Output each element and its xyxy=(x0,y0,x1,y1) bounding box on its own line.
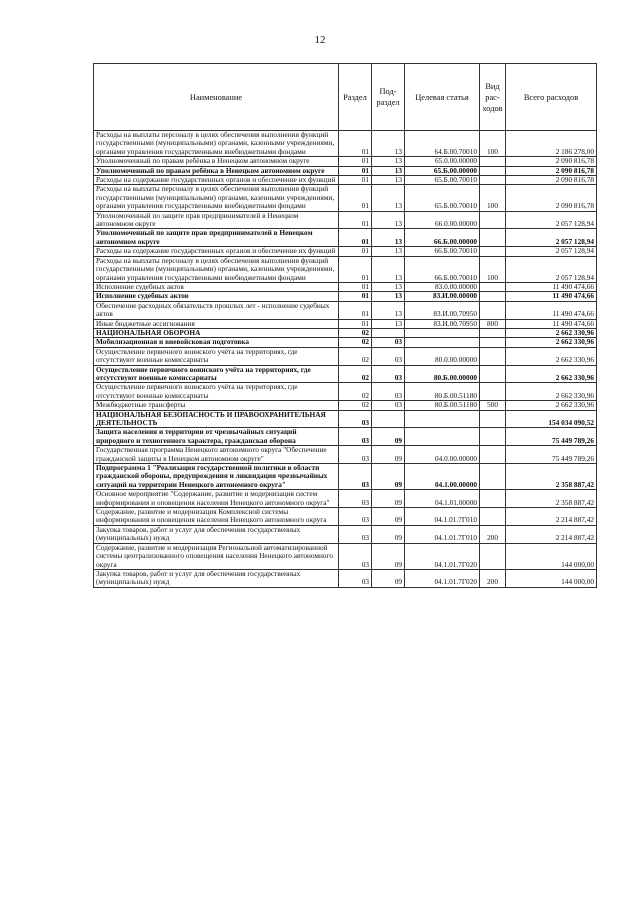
cell-exp-type xyxy=(480,543,506,569)
cell-total: 144 000,00 xyxy=(506,543,597,569)
cell-target: 66.Б.00.00000 xyxy=(405,229,480,247)
cell-subsection: 09 xyxy=(372,569,405,587)
cell-name: Осуществление первичного воинского учёта на территориях, где отсутствуют военные комиссариаты xyxy=(94,365,339,383)
header-target: Целевая статья xyxy=(405,64,480,131)
cell-total: 2 057 128,94 xyxy=(506,247,597,256)
cell-target: 65.0.00.00000 xyxy=(405,157,480,166)
cell-total: 2 057 128,94 xyxy=(506,229,597,247)
cell-name: Мобилизационная и вневойсковая подготовка xyxy=(94,338,339,347)
cell-exp-type: 500 xyxy=(480,401,506,410)
cell-subsection xyxy=(372,328,405,337)
cell-name: Расходы на выплаты персоналу в целях обеспечения выполнения функций государственными (муниципальными) органами, казенными учреждениями, органами управления государственными внебюджетными фондами xyxy=(94,185,339,211)
cell-section: 01 xyxy=(339,131,372,157)
cell-name: Государственная программа Ненецкого автономного округа "Обеспечение гражданской защиты в Ненецком автономном округе" xyxy=(94,446,339,464)
cell-exp-type: 100 xyxy=(480,131,506,157)
cell-target: 80.Б.00.00000 xyxy=(405,365,480,383)
cell-name: Расходы на выплаты персоналу в целях обеспечения выполнения функций государственными (муниципальными) органами, казенными учреждениями, органами управления государственными внебюджетными фондами xyxy=(94,131,339,157)
cell-name: Расходы на содержание государственных органов и обеспечение их функций xyxy=(94,247,339,256)
cell-total: 2 662 330,96 xyxy=(506,347,597,365)
cell-section: 03 xyxy=(339,464,372,490)
cell-subsection: 03 xyxy=(372,383,405,401)
budget-table xyxy=(93,63,597,588)
cell-subsection: 09 xyxy=(372,490,405,508)
cell-section: 01 xyxy=(339,292,372,301)
cell-target: 65.Б.00.70010 xyxy=(405,176,480,185)
cell-target: 83.0.00.00000 xyxy=(405,282,480,291)
cell-name: Расходы на выплаты персоналу в целях обеспечения выполнения функций государственными (муниципальными) органами, казенными учреждениями, органами управления государственными внебюджетными фондами xyxy=(94,256,339,282)
cell-section: 01 xyxy=(339,211,372,229)
cell-subsection: 09 xyxy=(372,446,405,464)
cell-exp-type: 100 xyxy=(480,256,506,282)
cell-subsection: 13 xyxy=(372,256,405,282)
table-row xyxy=(94,211,597,229)
cell-subsection: 09 xyxy=(372,508,405,526)
cell-exp-type xyxy=(480,338,506,347)
cell-target: 80.0.00.00000 xyxy=(405,347,480,365)
cell-section: 03 xyxy=(339,508,372,526)
cell-section: 02 xyxy=(339,338,372,347)
table-row xyxy=(94,490,597,508)
cell-exp-type xyxy=(480,464,506,490)
cell-target: 80.Б.00.51180 xyxy=(405,401,480,410)
cell-total: 2 090 816,78 xyxy=(506,185,597,211)
cell-subsection: 09 xyxy=(372,525,405,543)
cell-target xyxy=(405,328,480,337)
cell-target: 66.Б.00.70010 xyxy=(405,247,480,256)
cell-total: 11 490 474,66 xyxy=(506,301,597,319)
table-row xyxy=(94,525,597,543)
cell-exp-type xyxy=(480,365,506,383)
cell-section: 01 xyxy=(339,282,372,291)
cell-exp-type xyxy=(480,508,506,526)
table-row xyxy=(94,543,597,569)
header-name: Наименование xyxy=(94,64,339,131)
cell-exp-type xyxy=(480,383,506,401)
cell-section: 01 xyxy=(339,166,372,175)
cell-section: 01 xyxy=(339,157,372,166)
cell-subsection: 13 xyxy=(372,292,405,301)
table-row xyxy=(94,569,597,587)
cell-total: 2 214 887,42 xyxy=(506,525,597,543)
cell-section: 01 xyxy=(339,319,372,328)
cell-exp-type xyxy=(480,292,506,301)
cell-total: 2 662 330,96 xyxy=(506,338,597,347)
table-row xyxy=(94,428,597,446)
cell-total: 2 090 816,78 xyxy=(506,166,597,175)
cell-subsection: 03 xyxy=(372,365,405,383)
cell-total: 2 662 330,96 xyxy=(506,401,597,410)
cell-subsection: 13 xyxy=(372,176,405,185)
cell-subsection: 13 xyxy=(372,247,405,256)
table-row xyxy=(94,282,597,291)
table-row xyxy=(94,176,597,185)
cell-target: 04.1.00.00000 xyxy=(405,464,480,490)
cell-name: Расходы на содержание государственных органов и обеспечение их функций xyxy=(94,176,339,185)
cell-exp-type xyxy=(480,157,506,166)
cell-name: Содержание, развитие и модернизация Региональной автоматизированной системы централизованного оповещения населения Ненецкого автономного округа xyxy=(94,543,339,569)
table-row xyxy=(94,301,597,319)
cell-total: 75 449 789,26 xyxy=(506,428,597,446)
cell-total: 2 090 816,78 xyxy=(506,176,597,185)
cell-subsection: 13 xyxy=(372,301,405,319)
cell-subsection: 03 xyxy=(372,401,405,410)
cell-subsection: 13 xyxy=(372,131,405,157)
cell-section: 01 xyxy=(339,176,372,185)
header-section: Раздел xyxy=(339,64,372,131)
cell-subsection: 13 xyxy=(372,282,405,291)
cell-target: 83.И.00.70950 xyxy=(405,319,480,328)
table-row xyxy=(94,319,597,328)
cell-exp-type xyxy=(480,347,506,365)
cell-target: 64.Б.00.70010 xyxy=(405,131,480,157)
cell-name: НАЦИОНАЛЬНАЯ ОБОРОНА xyxy=(94,328,339,337)
cell-total: 2 662 330,96 xyxy=(506,365,597,383)
cell-total: 2 358 887,42 xyxy=(506,464,597,490)
table-row xyxy=(94,464,597,490)
cell-name: Обеспечение расходных обязательств прошлых лет - исполнение судебных актов xyxy=(94,301,339,319)
cell-exp-type xyxy=(480,410,506,428)
page-number: 12 xyxy=(314,34,326,46)
table-row xyxy=(94,247,597,256)
cell-name: Иные бюджетные ассигнования xyxy=(94,319,339,328)
cell-section: 03 xyxy=(339,569,372,587)
cell-section: 03 xyxy=(339,428,372,446)
table-row xyxy=(94,410,597,428)
cell-subsection: 09 xyxy=(372,464,405,490)
cell-target: 83.И.00.70950 xyxy=(405,301,480,319)
cell-target: 80.Б.00.51180 xyxy=(405,383,480,401)
cell-section: 03 xyxy=(339,446,372,464)
cell-name: Основное мероприятие "Содержание, развитие и модернизация систем информирования и оповещения населения Ненецкого автономного округа" xyxy=(94,490,339,508)
cell-subsection: 03 xyxy=(372,347,405,365)
cell-name: Осуществление первичного воинского учёта на территориях, где отсутствуют военные комиссариаты xyxy=(94,347,339,365)
cell-section: 02 xyxy=(339,383,372,401)
cell-subsection: 13 xyxy=(372,166,405,175)
cell-section: 02 xyxy=(339,328,372,337)
table-row xyxy=(94,292,597,301)
cell-total: 11 490 474,66 xyxy=(506,282,597,291)
cell-total: 144 000,00 xyxy=(506,569,597,587)
cell-section: 01 xyxy=(339,229,372,247)
cell-target: 65.Б.00.00000 xyxy=(405,166,480,175)
cell-subsection: 13 xyxy=(372,157,405,166)
cell-name: Межбюджетные трансферты xyxy=(94,401,339,410)
cell-target: 83.И.00.00000 xyxy=(405,292,480,301)
table-row xyxy=(94,166,597,175)
cell-total: 2 186 278,00 xyxy=(506,131,597,157)
cell-exp-type: 200 xyxy=(480,569,506,587)
table-row xyxy=(94,508,597,526)
cell-exp-type xyxy=(480,229,506,247)
cell-total: 75 449 789,26 xyxy=(506,446,597,464)
cell-name: Уполномоченный по правам ребёнка в Ненецком автономном округе xyxy=(94,166,339,175)
cell-exp-type xyxy=(480,428,506,446)
cell-total: 154 034 090,52 xyxy=(506,410,597,428)
cell-name: Защита населения и территории от чрезвычайных ситуаций природного и техногенного характера, гражданская оборона xyxy=(94,428,339,446)
table-row xyxy=(94,347,597,365)
cell-target: 66.0.00.00000 xyxy=(405,211,480,229)
cell-target: 04.1.01.00000 xyxy=(405,490,480,508)
cell-total: 2 057 128,94 xyxy=(506,211,597,229)
table-row xyxy=(94,338,597,347)
cell-target xyxy=(405,428,480,446)
cell-subsection: 13 xyxy=(372,185,405,211)
header-exp-type: Вид рас- ходов xyxy=(480,64,506,131)
cell-total: 2 214 887,42 xyxy=(506,508,597,526)
cell-section: 02 xyxy=(339,365,372,383)
table-row xyxy=(94,383,597,401)
table-row xyxy=(94,185,597,211)
cell-section: 02 xyxy=(339,347,372,365)
cell-name: Уполномоченный по защите прав предпринимателей в Ненецком автономном округе xyxy=(94,229,339,247)
cell-target: 04.1.01.7Г010 xyxy=(405,508,480,526)
cell-target: 04.1.01.7Г020 xyxy=(405,569,480,587)
table-row xyxy=(94,446,597,464)
cell-section: 03 xyxy=(339,410,372,428)
cell-name: НАЦИОНАЛЬНАЯ БЕЗОПАСНОСТЬ И ПРАВООХРАНИТЕЛЬНАЯ ДЕЯТЕЛЬНОСТЬ xyxy=(94,410,339,428)
cell-subsection: 03 xyxy=(372,338,405,347)
cell-total: 2 090 816,78 xyxy=(506,157,597,166)
cell-section: 03 xyxy=(339,543,372,569)
table-row xyxy=(94,365,597,383)
cell-total: 2 358 887,42 xyxy=(506,490,597,508)
cell-subsection: 13 xyxy=(372,319,405,328)
cell-subsection: 13 xyxy=(372,229,405,247)
table-header-row xyxy=(94,64,597,131)
cell-section: 01 xyxy=(339,247,372,256)
table-row xyxy=(94,328,597,337)
cell-target: 66.Б.00.70010 xyxy=(405,256,480,282)
cell-total: 2 057 128,94 xyxy=(506,256,597,282)
table-row xyxy=(94,229,597,247)
cell-name: Исполнение судебных актов xyxy=(94,292,339,301)
cell-total: 2 662 330,96 xyxy=(506,328,597,337)
cell-name: Осуществление первичного воинского учёта на территориях, где отсутствуют военные комиссариаты xyxy=(94,383,339,401)
cell-subsection: 09 xyxy=(372,543,405,569)
cell-section: 03 xyxy=(339,490,372,508)
table-row xyxy=(94,401,597,410)
cell-name: Исполнение судебных актов xyxy=(94,282,339,291)
cell-total: 11 490 474,66 xyxy=(506,292,597,301)
cell-exp-type: 200 xyxy=(480,525,506,543)
cell-exp-type: 100 xyxy=(480,185,506,211)
cell-exp-type xyxy=(480,282,506,291)
cell-exp-type: 800 xyxy=(480,319,506,328)
cell-exp-type xyxy=(480,176,506,185)
cell-name: Содержание, развитие и модернизация Комплексной системы информирования и оповещения населения Ненецкого автономного округа xyxy=(94,508,339,526)
table-row xyxy=(94,131,597,157)
cell-exp-type xyxy=(480,247,506,256)
cell-exp-type xyxy=(480,166,506,175)
cell-section: 01 xyxy=(339,301,372,319)
cell-section: 03 xyxy=(339,525,372,543)
table-row xyxy=(94,157,597,166)
cell-exp-type xyxy=(480,328,506,337)
cell-name: Закупка товаров, работ и услуг для обеспечения государственных (муниципальных) нужд xyxy=(94,569,339,587)
cell-exp-type xyxy=(480,490,506,508)
cell-name: Подпрограмма 1 "Реализация государственной политики в области гражданской обороны, предупреждения и ликвидация чрезвычайных ситуаций на территории Ненецкого автономного округа" xyxy=(94,464,339,490)
header-subsection: Под- раздел xyxy=(372,64,405,131)
cell-subsection: 13 xyxy=(372,211,405,229)
cell-target: 65.Б.00.70010 xyxy=(405,185,480,211)
cell-exp-type xyxy=(480,301,506,319)
cell-name: Уполномоченный по защите прав предпринимателей в Ненецком автономном округе xyxy=(94,211,339,229)
cell-target: 04.1.01.7Г020 xyxy=(405,543,480,569)
cell-section: 02 xyxy=(339,401,372,410)
cell-exp-type xyxy=(480,446,506,464)
header-total: Всего расходов xyxy=(506,64,597,131)
cell-subsection xyxy=(372,410,405,428)
cell-subsection: 09 xyxy=(372,428,405,446)
cell-section: 01 xyxy=(339,185,372,211)
cell-target: 04.0.00.00000 xyxy=(405,446,480,464)
table-row xyxy=(94,256,597,282)
cell-target: 04.1.01.7Г010 xyxy=(405,525,480,543)
cell-total: 2 662 330,96 xyxy=(506,383,597,401)
cell-exp-type xyxy=(480,211,506,229)
cell-target xyxy=(405,410,480,428)
cell-target xyxy=(405,338,480,347)
cell-section: 01 xyxy=(339,256,372,282)
cell-total: 11 490 474,66 xyxy=(506,319,597,328)
cell-name: Закупка товаров, работ и услуг для обеспечения государственных (муниципальных) нужд xyxy=(94,525,339,543)
cell-name: Уполномоченный по правам ребёнка в Ненецком автономном округе xyxy=(94,157,339,166)
